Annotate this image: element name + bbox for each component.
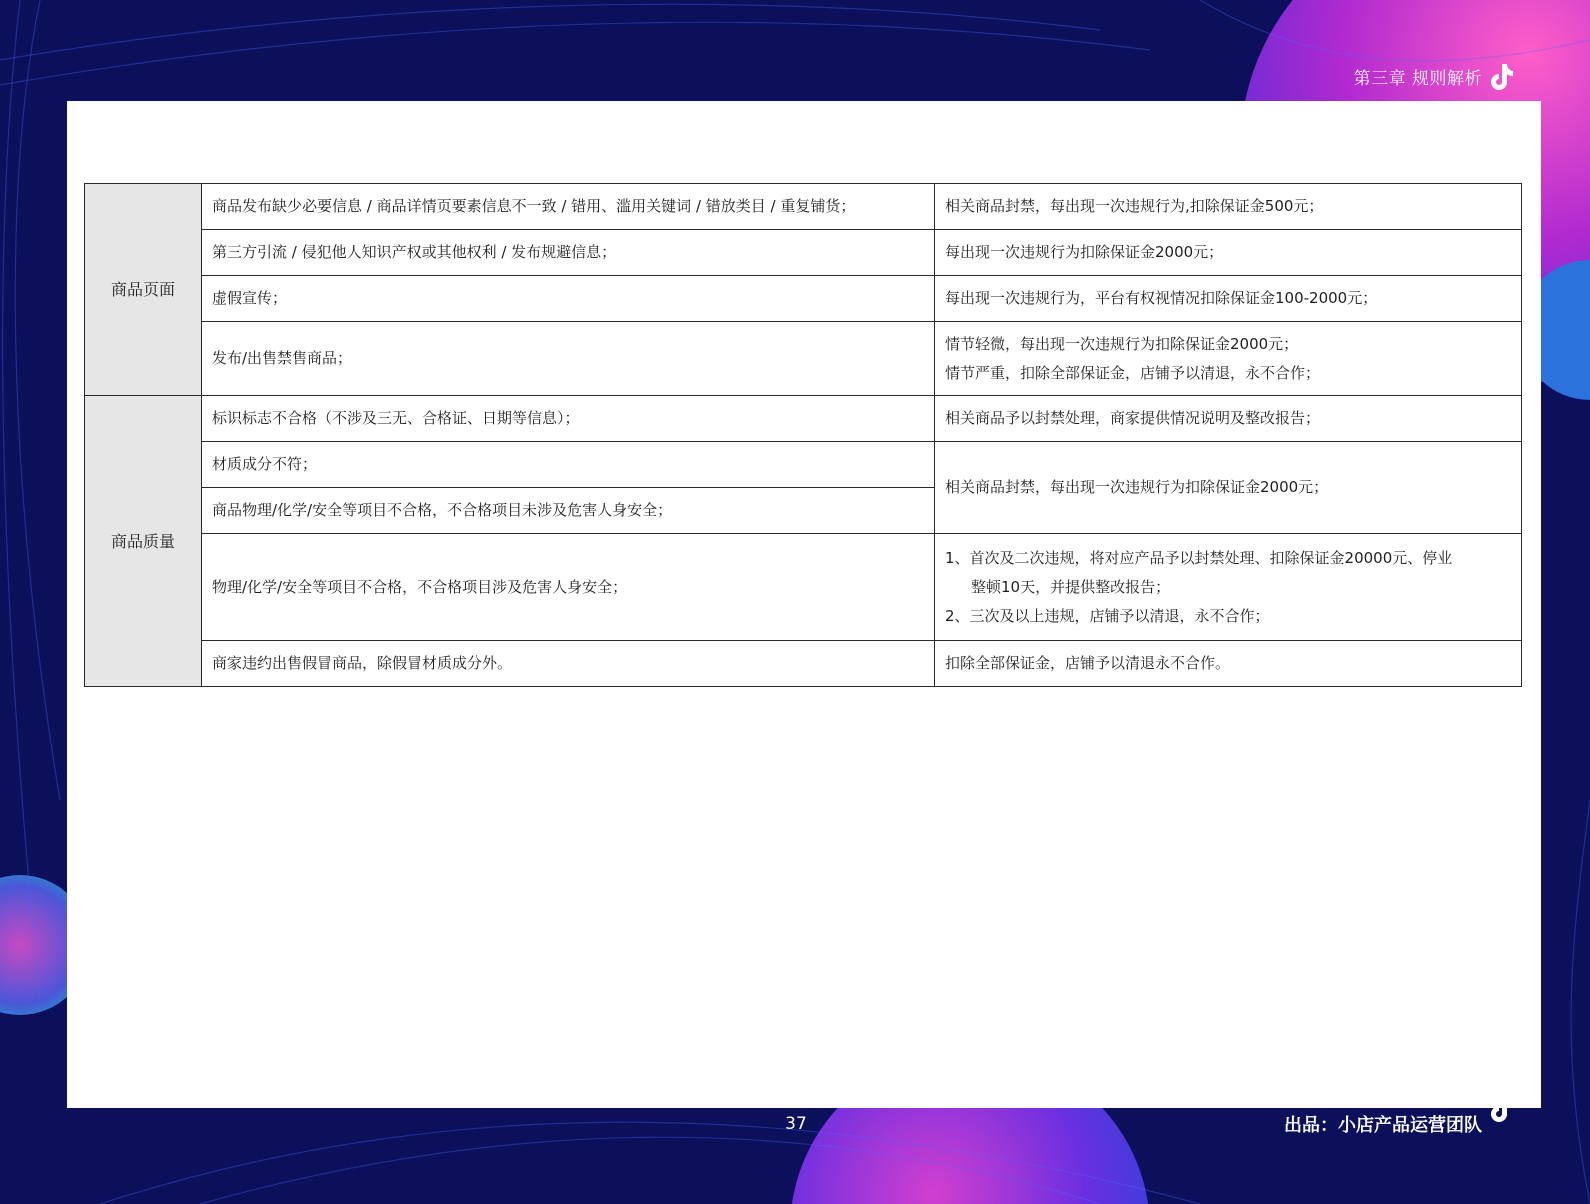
chapter-title: 第三章 规则解析 xyxy=(1353,69,1482,89)
penalty-line: 1、首次及二次违规，将对应产品予以封禁处理、扣除保证金20000元、停业 xyxy=(945,548,1453,567)
violation-cell: 商品物理/化学/安全等项目不合格，不合格项目未涉及危害人身安全； xyxy=(202,488,935,534)
penalty-cell: 每出现一次违规行为扣除保证金2000元； xyxy=(935,230,1522,276)
penalty-line: 整顿10天，并提供整改报告； xyxy=(971,577,1171,596)
penalty-cell: 相关商品予以封禁处理，商家提供情况说明及整改报告； xyxy=(935,396,1522,442)
table-row xyxy=(85,396,1522,442)
table-row xyxy=(85,184,1522,230)
tiktok-logo-icon xyxy=(1488,1094,1514,1124)
violation-cell: 第三方引流 / 侵犯他人知识产权或其他权利 / 发布规避信息； xyxy=(202,230,935,276)
table-row xyxy=(85,442,1522,488)
violation-cell: 物理/化学/安全等项目不合格，不合格项目涉及危害人身安全； xyxy=(202,534,935,641)
violation-cell: 发布/出售禁售商品； xyxy=(202,322,935,396)
table-row xyxy=(85,534,1522,641)
violation-cell: 标识标志不合格（不涉及三无、合格证、日期等信息）； xyxy=(202,396,935,442)
violation-cell: 商家违约出售假冒商品，除假冒材质成分外。 xyxy=(202,641,935,687)
tiktok-logo-icon xyxy=(1488,62,1514,92)
penalty-line: 情节严重，扣除全部保证金，店铺予以清退，永不合作； xyxy=(945,363,1321,382)
violation-cell: 材质成分不符； xyxy=(202,442,935,488)
table-row xyxy=(85,230,1522,276)
category-cell: 商品页面 xyxy=(85,184,202,396)
penalty-line: 情节轻微，每出现一次违规行为扣除保证金2000元； xyxy=(945,334,1299,353)
violation-cell: 商品发布缺少必要信息 / 商品详情页要素信息不一致 / 错用、滥用关键词 / 错放类目 / 重复铺货； xyxy=(202,184,935,230)
table-row xyxy=(85,641,1522,687)
penalty-line: 2、三次及以上违规，店铺予以清退，永不合作； xyxy=(945,606,1270,625)
footer-credit: 出品：小店产品运营团队 xyxy=(1284,1115,1482,1136)
penalty-cell xyxy=(935,322,1522,396)
category-cell: 商品质量 xyxy=(85,396,202,687)
penalty-cell: 扣除全部保证金，店铺予以清退永不合作。 xyxy=(935,641,1522,687)
rules-table xyxy=(84,183,1522,687)
penalty-cell: 每出现一次违规行为，平台有权视情况扣除保证金100-2000元； xyxy=(935,276,1522,322)
table-row xyxy=(85,276,1522,322)
penalty-cell xyxy=(935,534,1522,641)
violation-cell: 虚假宣传； xyxy=(202,276,935,322)
penalty-cell: 相关商品封禁，每出现一次违规行为,扣除保证金500元； xyxy=(935,184,1522,230)
content-sheet xyxy=(67,101,1541,1108)
page-number: 37 xyxy=(785,1114,807,1134)
penalty-cell: 相关商品封禁，每出现一次违规行为扣除保证金2000元； xyxy=(935,442,1522,534)
table-row xyxy=(85,322,1522,396)
